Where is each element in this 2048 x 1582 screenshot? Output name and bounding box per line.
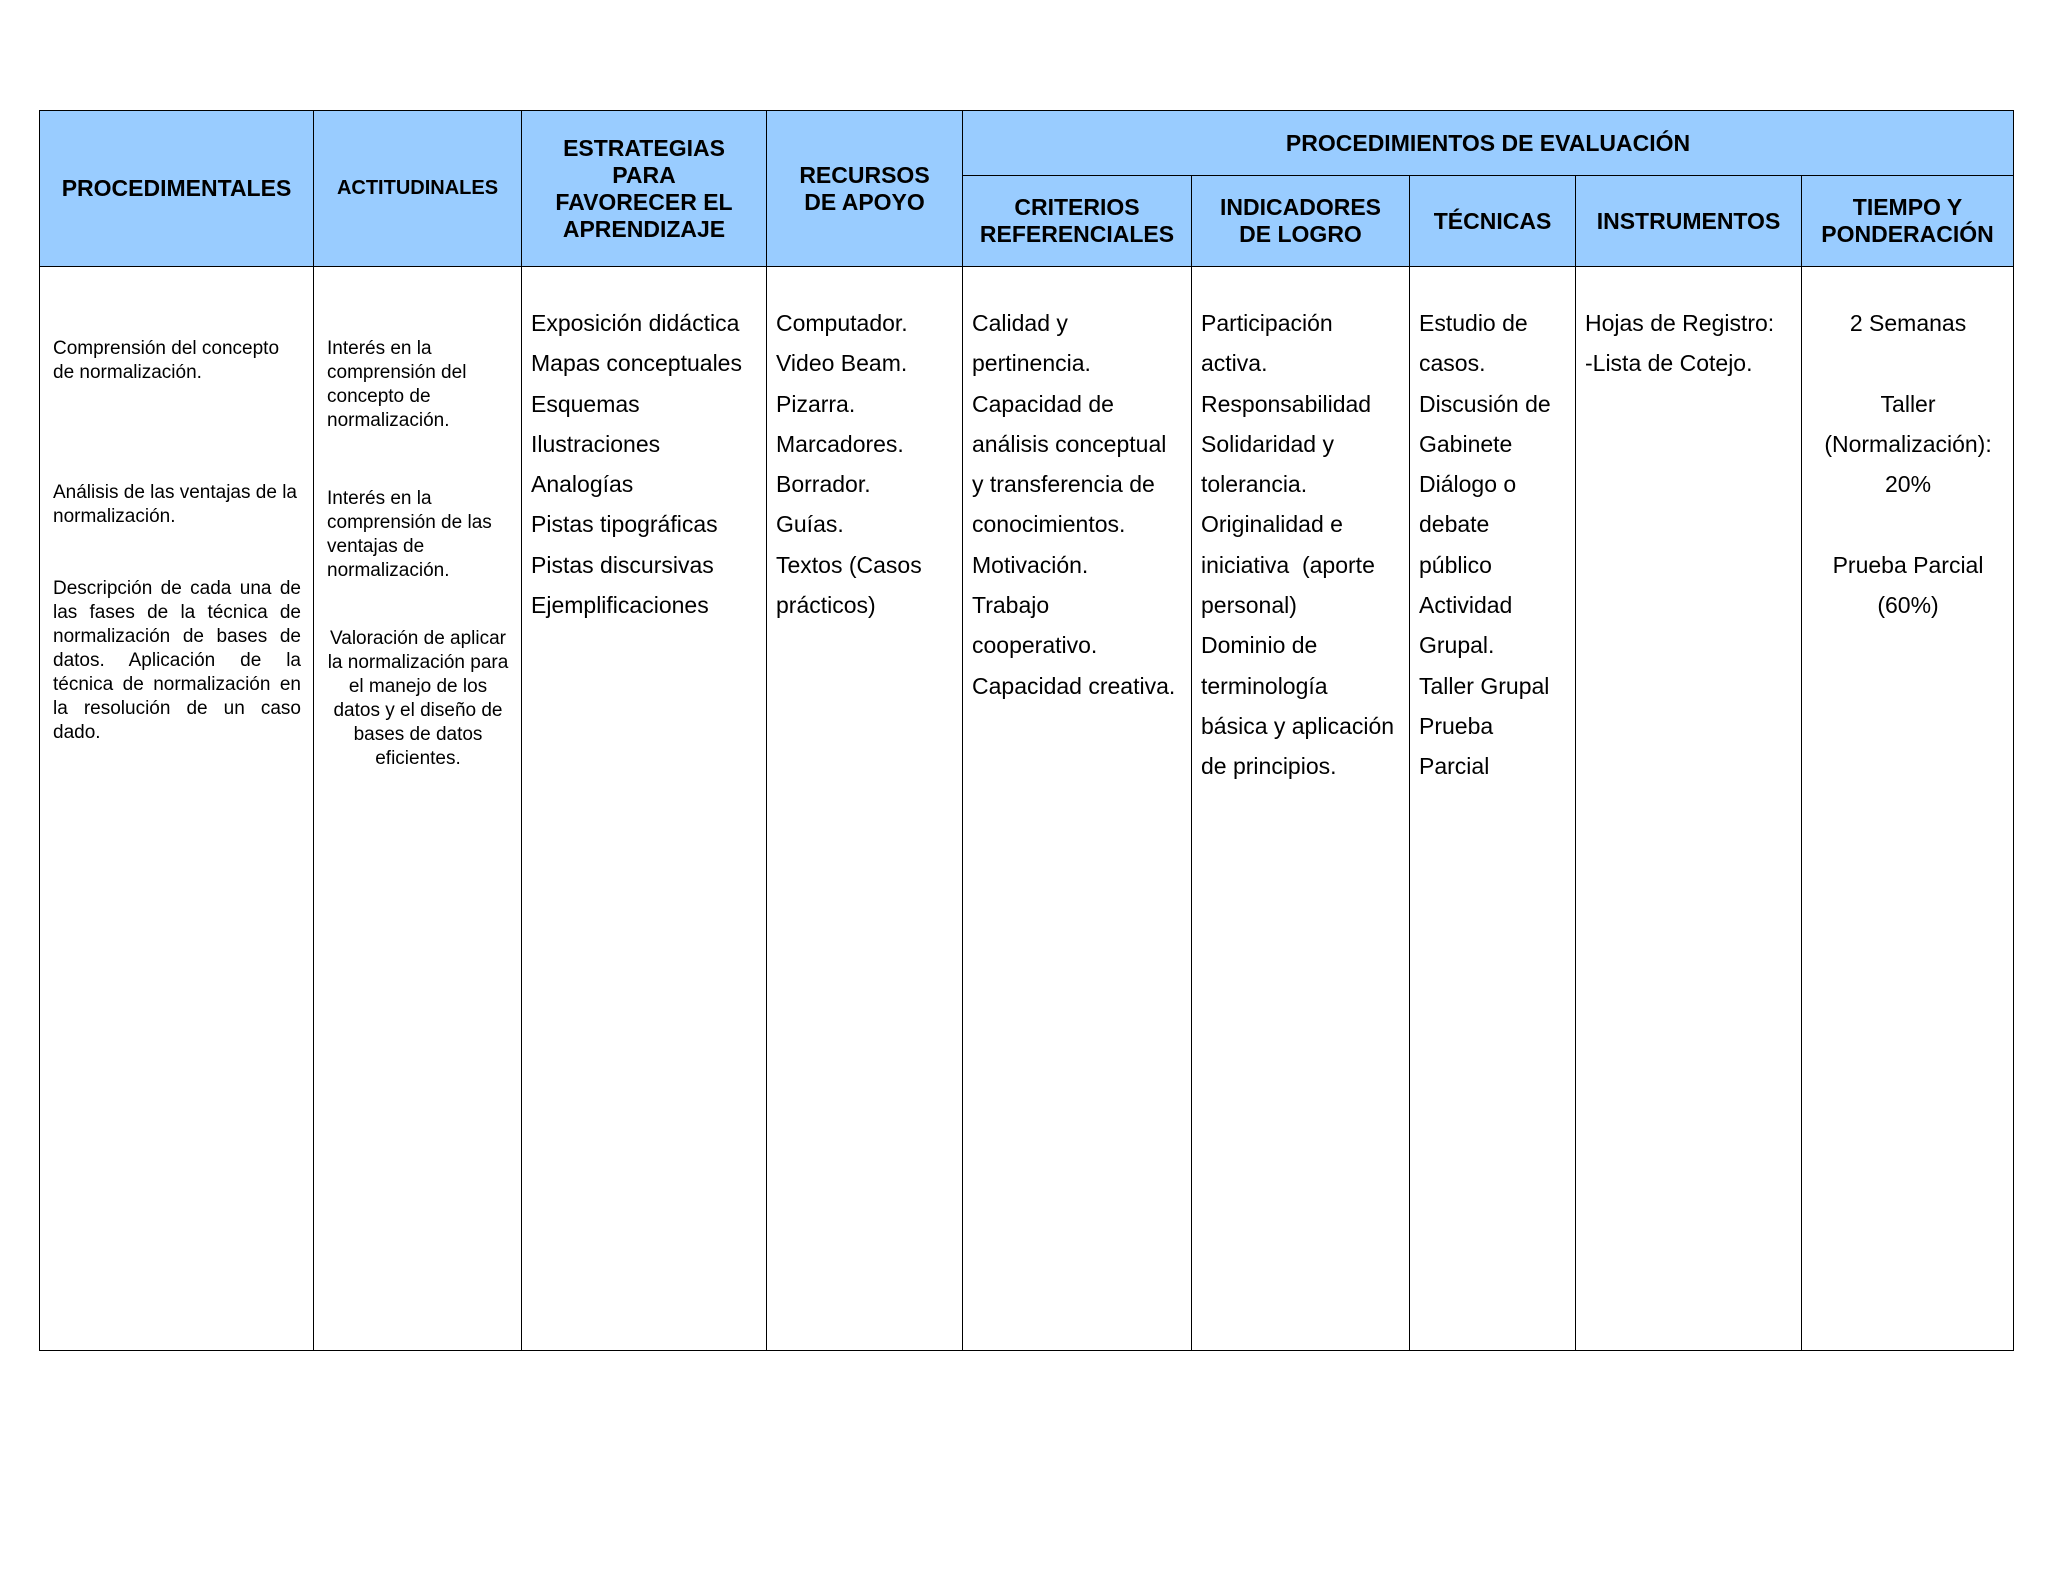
list-item: cooperativo. <box>972 632 1098 659</box>
list-item: Borrador. <box>776 471 871 498</box>
list-item: de principios. <box>1201 753 1337 780</box>
list-item: Pizarra. <box>776 390 856 417</box>
list-item: Ilustraciones <box>531 430 661 457</box>
list-item: conocimientos. <box>972 511 1126 538</box>
actitudinal-item: Interés en la comprensión del concepto de normalización. <box>327 338 467 431</box>
list-item: análisis conceptual <box>972 430 1167 457</box>
list-item: Esquemas <box>531 390 640 417</box>
list-item: Ejemplificaciones <box>531 592 709 619</box>
list-item: Capacidad de <box>972 390 1114 417</box>
list-item: (60%) <box>1877 592 1939 619</box>
list-item: público <box>1419 551 1492 578</box>
list-item: Analogías <box>531 471 634 498</box>
list-item: Parcial <box>1419 753 1490 780</box>
header-tiempo: TIEMPO Y PONDERACIÓN <box>1802 176 2014 267</box>
list-item: Trabajo <box>972 592 1050 619</box>
list-item: (Normalización): <box>1824 430 1992 457</box>
list-item: Prueba <box>1419 712 1494 739</box>
list-item: pertinencia. <box>972 350 1091 377</box>
list-item: 2 Semanas <box>1849 310 1967 336</box>
list-item: -Lista de Cotejo. <box>1585 350 1753 377</box>
cell-procedimentales <box>40 267 314 1351</box>
list-item: Textos (Casos <box>776 551 922 578</box>
header-criterios: CRITERIOS REFERENCIALES <box>963 176 1192 267</box>
list-item: Actividad <box>1419 592 1513 619</box>
list-item: Gabinete <box>1419 430 1513 457</box>
list-item: Capacidad creativa. <box>972 672 1176 699</box>
list-item: Prueba Parcial <box>1832 551 1984 578</box>
list-item: Discusión de <box>1419 390 1551 417</box>
list-item: personal) <box>1201 592 1297 619</box>
procedimental-item: Descripción de cada una de las fases de la técnica de normalización de bases de datos. Aplicación de la técnica de normalización en la resolución de un caso dado. <box>53 578 301 743</box>
planning-table <box>39 110 2014 1351</box>
cell-instrumentos <box>1576 267 1802 1351</box>
list-item: debate <box>1419 511 1490 538</box>
list-item <box>1811 343 2005 383</box>
cell-tiempo <box>1802 267 2014 1351</box>
list-item: Pistas discursivas <box>531 551 714 578</box>
list-item: Calidad y <box>972 310 1068 336</box>
header-actitudinales: ACTITUDINALES <box>314 111 522 267</box>
list-item: Taller <box>1880 390 1936 417</box>
list-item: prácticos) <box>776 592 876 619</box>
cell-tecnicas <box>1410 267 1576 1351</box>
list-item: activa. <box>1201 350 1268 377</box>
list-item: 20% <box>1885 471 1932 498</box>
header-tecnicas: TÉCNICAS <box>1410 176 1576 267</box>
list-item: Video Beam. <box>776 350 908 377</box>
cell-estrategias <box>522 267 767 1351</box>
list-item: Responsabilidad <box>1201 390 1372 417</box>
cell-actitudinales <box>314 267 522 1351</box>
list-item: Motivación. <box>972 551 1089 578</box>
list-item: Grupal. <box>1419 632 1495 659</box>
list-item: iniciativa (aporte <box>1201 551 1375 578</box>
actitudinal-item: Interés en la comprensión de las ventajas de normalización. <box>327 488 492 581</box>
actitudinal-item: Valoración de aplicar la normalización para el manejo de los datos y el diseño de bases de datos eficientes. <box>327 628 509 769</box>
list-item: Pistas tipográficas <box>531 511 718 538</box>
header-recursos: RECURSOS DE APOYO <box>767 111 963 267</box>
list-item: tolerancia. <box>1201 471 1308 498</box>
list-item: Taller Grupal <box>1419 672 1550 699</box>
list-item: terminología <box>1201 672 1328 699</box>
header-procedimentales: PROCEDIMENTALES <box>40 111 314 267</box>
list-item: Solidaridad y <box>1201 430 1334 457</box>
list-item: Computador. <box>776 310 908 336</box>
list-item: Diálogo o <box>1419 471 1517 498</box>
procedimental-item: Análisis de las ventajas de la normalización. <box>53 482 297 527</box>
list-item: Marcadores. <box>776 430 904 457</box>
list-item: Estudio de <box>1419 310 1528 336</box>
list-item: Originalidad e <box>1201 511 1343 538</box>
list-item: Dominio de <box>1201 632 1318 659</box>
list-item: Exposición didáctica <box>531 310 740 336</box>
header-evaluacion: PROCEDIMIENTOS DE EVALUACIÓN <box>963 111 2014 176</box>
cell-recursos <box>767 267 963 1351</box>
list-item: Hojas de Registro: <box>1585 310 1775 336</box>
cell-indicadores <box>1192 267 1410 1351</box>
list-item: básica y aplicación <box>1201 712 1395 739</box>
header-indicadores: INDICADORES DE LOGRO <box>1192 176 1410 267</box>
list-item: casos. <box>1419 350 1486 377</box>
header-estrategias: ESTRATEGIAS PARA FAVORECER EL APRENDIZAJE <box>522 111 767 267</box>
list-item <box>1811 504 2005 544</box>
list-item: Mapas conceptuales <box>531 350 742 377</box>
header-instrumentos: INSTRUMENTOS <box>1576 176 1802 267</box>
list-item: y transferencia de <box>972 471 1155 498</box>
cell-criterios <box>963 267 1192 1351</box>
list-item: Guías. <box>776 511 844 538</box>
list-item: Participación <box>1201 310 1333 336</box>
procedimental-item: Comprensión del concepto de normalización. <box>53 338 280 383</box>
